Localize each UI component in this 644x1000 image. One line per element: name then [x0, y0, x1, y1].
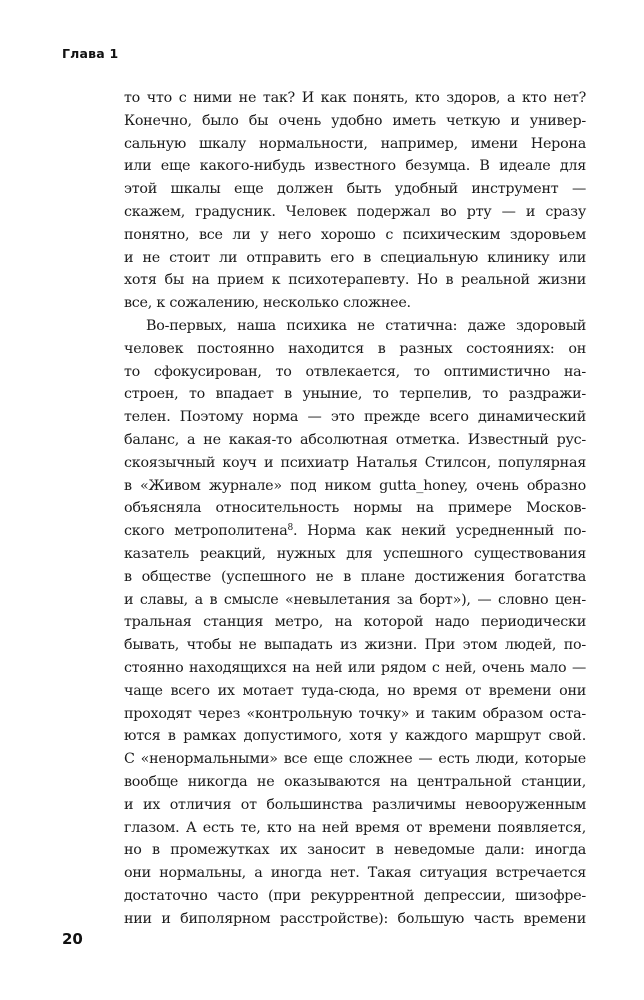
text-line: телен. Поэтому норма — это прежде всего динамический: [124, 409, 586, 426]
page-number: 20: [62, 930, 83, 948]
text-line: строен, то впадает в уныние, то терпелив, то раздражи-: [124, 386, 586, 403]
text-line: сальную шкалу нормальности, например, имени Нерона: [124, 135, 586, 152]
text-line-head: ского метрополитена: [124, 523, 288, 540]
text-line: хотя бы на прием к психотерапевту. Но в реальной жизни: [124, 272, 586, 289]
text-line: объясняла относительность нормы на примере Москов-: [124, 500, 586, 517]
text-line: в обществе (успешного не в плане достижения богатства: [124, 568, 586, 585]
text-line: глазом. А есть те, кто на ней время от времени появляется,: [124, 819, 586, 836]
text-line: они нормальны, а иногда нет. Такая ситуация встречается: [124, 865, 586, 882]
text-line: или еще какого-нибудь известного безумца. В идеале для: [124, 158, 586, 175]
text-line: вообще никогда не оказываются на центральной станции,: [124, 773, 586, 790]
text-line: достаточно часто (при рекуррентной депрессии, шизофре-: [124, 887, 586, 904]
text-line: и их отличия от большинства различимы невооруженным: [124, 796, 586, 813]
text-line: но в промежутках их заносит в неведомые дали: иногда: [124, 842, 586, 859]
text-line: баланс, а не какая-то абсолютная отметка. Известный рус-: [124, 431, 586, 448]
text-line: понятно, все ли у него хорошо с психическим здоровьем: [124, 226, 586, 243]
text-line: все, к сожалению, несколько сложнее.: [124, 295, 411, 312]
text-line: С «ненормальными» все еще сложнее — есть люди, которые: [124, 751, 586, 768]
text-line: проходят через «контрольную точку» и таким образом оста-: [124, 705, 586, 722]
text-line: бывать, чтобы не выпадать из жизни. При этом людей, по-: [124, 637, 586, 654]
text-line: тральная станция метро, на которой надо периодически: [124, 614, 586, 631]
text-line: казатель реакций, нужных для успешного существования: [124, 545, 586, 562]
body-text: [124, 87, 586, 930]
text-line: скоязычный коуч и психиатр Наталья Стилсон, популярная: [124, 454, 586, 471]
text-line: этой шкалы еще должен быть удобный инструмент —: [124, 181, 586, 198]
footnote-reference: 8: [287, 523, 293, 534]
text-line: нии и биполярном расстройстве): большую часть времени: [124, 910, 586, 927]
text-line: скажем, градусник. Человек подержал во рту — и сразу: [124, 203, 586, 220]
text-line: и не стоит ли отправить его в специальную клинику или: [124, 249, 586, 266]
text-line: то что с ними не так? И как понять, кто здоров, а кто нет?: [124, 90, 586, 106]
text-line: и славы, а в смысле «невылетания за борт»), — словно цен-: [124, 591, 586, 608]
text-line: в «Живом журнале» под ником gutta_honey, очень образно: [124, 477, 586, 494]
text-line: чаще всего их мотает туда-сюда, но время от времени они: [124, 682, 586, 699]
text-line: стоянно находящихся на ней или рядом с ней, очень мало —: [124, 659, 586, 676]
text-line: Конечно, было бы очень удобно иметь четкую и универ-: [124, 112, 586, 129]
text-line-tail: . Норма как некий усредненный по-: [292, 523, 586, 540]
text-line-paragraph-start: Во-первых, наша психика не статична: даже здоровый: [146, 317, 586, 334]
running-head-chapter: Глава 1: [62, 46, 119, 61]
text-line: человек постоянно находится в разных состояниях: он: [124, 340, 586, 357]
text-line: ются в рамках допустимого, хотя у каждого маршрут свой.: [124, 728, 586, 745]
text-line-with-footnote: [124, 520, 586, 543]
text-line: то сфокусирован, то отвлекается, то оптимистично на-: [124, 363, 586, 380]
